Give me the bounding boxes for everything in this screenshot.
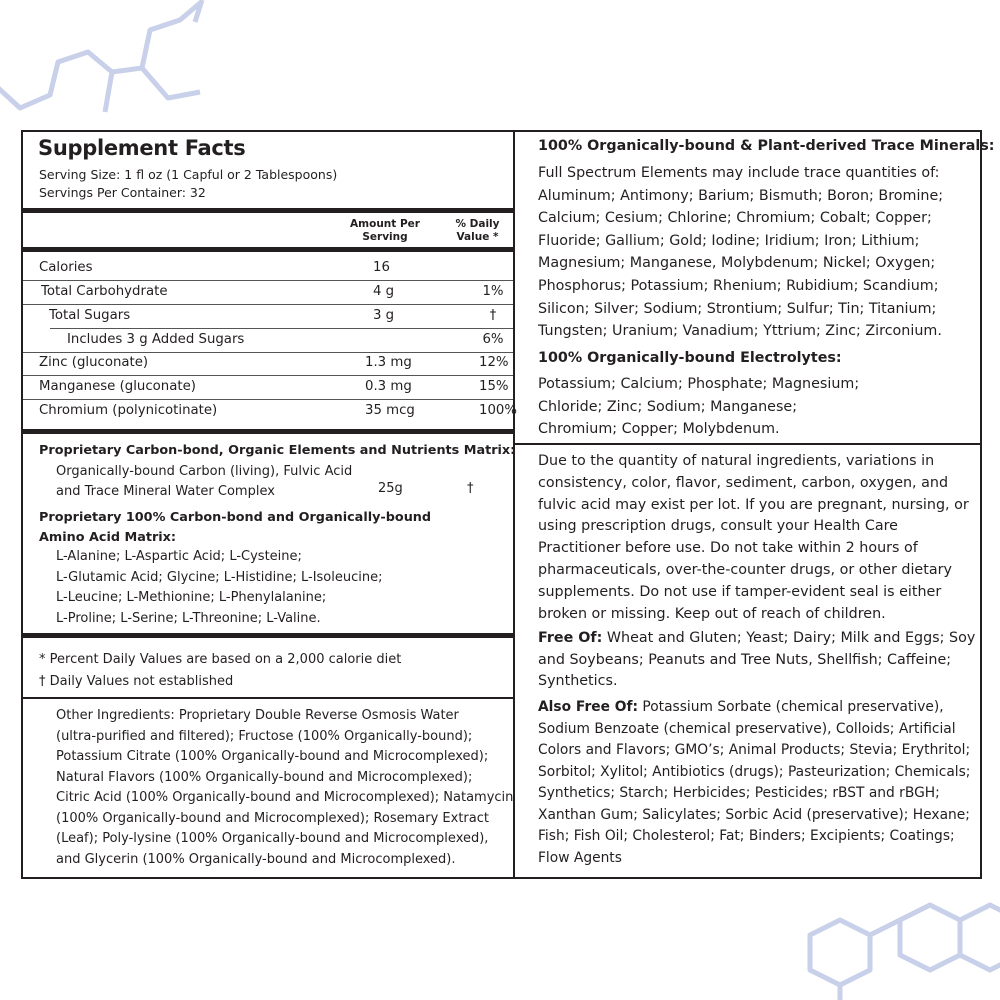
free-of-line: and Soybeans; Peanuts and Tree Nuts, Shellfish; Caffeine; xyxy=(538,651,952,668)
also-free-of-line: Xanthan Gum; Salicylates; Sorbic Acid (preservative); Hexane; xyxy=(538,806,970,823)
nutrient-name: Manganese (gluconate) xyxy=(39,379,196,394)
matrix1-amount: 25g xyxy=(378,481,403,496)
other-ingredients-line: and Glycerin (100% Organically-bound and Microcomplexed). xyxy=(56,851,456,867)
nutrient-name: Total Carbohydrate xyxy=(41,284,168,299)
right-section-divider xyxy=(513,443,980,445)
nutrient-row xyxy=(23,376,513,399)
nutrient-daily-value: 1% xyxy=(482,284,504,299)
nutrient-amount: 3 g xyxy=(373,308,395,323)
other-ingredients-line: Other Ingredients: Proprietary Double Reverse Osmosis Water xyxy=(56,708,459,723)
header-line: Value * xyxy=(456,231,499,243)
nutrient-amount: 4 g xyxy=(373,284,395,299)
warning-line: Practitioner before use. Do not take within 2 hours of xyxy=(538,540,918,557)
warning-line: supplements. Do not use if tamper-evident seal is either xyxy=(538,583,942,600)
also-free-of-line: Flow Agents xyxy=(538,849,622,866)
matrix1-lines xyxy=(56,462,352,501)
matrix2-title-lines xyxy=(39,508,431,547)
matrix1-title: Proprietary Carbon-bond, Organic Elements and Nutrients Matrix: xyxy=(39,443,516,458)
trace-minerals-lines xyxy=(538,162,943,343)
warning-line: using prescription drugs, consult your Health Care xyxy=(538,518,898,535)
nutrient-row xyxy=(23,305,513,328)
matrix1-line: Organically-bound Carbon (living), Fulvic Acid xyxy=(56,464,353,479)
also-free-of-line: Sorbitol; Xylitol; Antibiotics (drugs); Pasteurization; Chemicals; xyxy=(538,763,971,780)
trace-minerals-line: Silicon; Silver; Sodium; Strontium; Sulfur; Tin; Titanium; xyxy=(538,300,937,317)
nutrient-daily-value: 15% xyxy=(479,379,509,394)
other-ingredients-line: (ultra-purified and filtered); Fructose (100% Organically-bound); xyxy=(56,728,473,744)
amino-acid-lines xyxy=(56,547,382,629)
other-ingredients-line: Citric Acid (100% Organically-bound and Microcomplexed); Natamycin xyxy=(56,790,514,805)
trace-minerals-line: Fluoride; Gallium; Gold; Iodine; Iridium; Iron; Lithium; xyxy=(538,232,920,249)
nutrient-name: Chromium (polynicotinate) xyxy=(39,403,218,418)
trace-minerals-line: Calcium; Cesium; Chlorine; Chromium; Cobalt; Copper; xyxy=(538,210,932,227)
supplement-facts-title: Supplement Facts xyxy=(38,136,246,160)
also-free-of-line: Potassium Sorbate (chemical preservative), xyxy=(638,699,944,715)
other-ingredients-line: Potassium Citrate (100% Organically-bound and Microcomplexed); xyxy=(56,749,489,764)
electrolytes-lines xyxy=(538,373,859,441)
amino-acid-line: L-Leucine; L-Methionine; L-Phenylalanine; xyxy=(56,590,327,605)
nutrient-name: Calories xyxy=(39,260,93,275)
nutrient-amount: 16 xyxy=(373,260,390,275)
serving-size: Serving Size: 1 fl oz (1 Capful or 2 Tablespoons) xyxy=(39,167,338,182)
trace-minerals-line: Phosphorus; Potassium; Rhenium; Rubidium; Scandium; xyxy=(538,277,939,294)
trace-minerals-line: Magnesium; Manganese, Molybdenum; Nickel; Oxygen; xyxy=(538,255,936,272)
nutrient-row xyxy=(23,400,518,423)
trace-minerals-line: Aluminum; Antimony; Barium; Bismuth; Boron; Bromine; xyxy=(538,187,944,204)
nutrient-name: Zinc (gluconate) xyxy=(39,355,149,370)
free-of-label: Free Of: xyxy=(538,630,603,646)
also-free-of-label: Also Free Of: xyxy=(538,699,639,715)
amino-acid-line: L-Proline; L-Serine; L-Threonine; L-Valine. xyxy=(56,610,321,626)
warning-line: Due to the quantity of natural ingredients, variations in xyxy=(538,453,935,469)
nutrient-daily-value: † xyxy=(489,308,497,323)
matrix2-title-line: Proprietary 100% Carbon-bond and Organically-bound xyxy=(39,510,432,525)
nutrient-name: Total Sugars xyxy=(49,308,131,323)
electrolytes-line: Chromium; Copper; Molybdenum. xyxy=(538,421,780,438)
nutrient-amount: 1.3 mg xyxy=(365,355,412,370)
nutrient-row xyxy=(23,257,513,280)
nutrient-name: Includes 3 g Added Sugars xyxy=(67,332,245,347)
also-free-of-section xyxy=(538,697,970,869)
electrolytes-line: Potassium; Calcium; Phosphate; Magnesium; xyxy=(538,376,860,392)
trace-minerals-title: 100% Organically-bound & Plant-derived Trace Minerals: xyxy=(538,138,995,154)
header-line: % Daily xyxy=(455,218,500,230)
warning-line: fulvic acid may exist per lot. If you are pregnant, nursing, or xyxy=(538,496,969,513)
nutrient-row xyxy=(23,352,513,375)
trace-minerals-line: Tungsten; Uranium; Vanadium; Yttrium; Zinc; Zirconium. xyxy=(538,323,942,340)
servings-per-container: Servings Per Container: 32 xyxy=(39,185,206,200)
matrix1-dv: † xyxy=(467,481,474,496)
warning-line: consistency, color, flavor, sediment, carbon, oxygen, and xyxy=(538,474,949,491)
warning-lines xyxy=(538,451,969,625)
hexagon-decoration-top-left xyxy=(0,0,240,130)
electrolytes-title: 100% Organically-bound Electrolytes: xyxy=(538,350,842,366)
trace-minerals-line: Full Spectrum Elements may include trace quantities of: xyxy=(538,165,940,181)
thick-divider xyxy=(23,247,513,252)
header-line: Amount Per xyxy=(350,218,420,230)
daily-value-header xyxy=(445,218,510,244)
also-free-of-line: Synthetics; Starch; Herbicides; Pesticides; rBST and rBGH; xyxy=(538,785,940,801)
other-ingredients-line: (100% Organically-bound and Microcomplexed); Rosemary Extract xyxy=(56,810,489,826)
other-ingredients-lines xyxy=(56,706,513,870)
nutrient-daily-value: 100% xyxy=(479,403,518,418)
nutrient-row xyxy=(23,329,513,352)
warning-line: broken or missing. Keep out of reach of children. xyxy=(538,605,886,622)
electrolytes-line: Chloride; Zinc; Sodium; Manganese; xyxy=(538,398,798,415)
footnote: * Percent Daily Values are based on a 2,000 calorie diet xyxy=(39,652,402,667)
nutrient-amount: 0.3 mg xyxy=(365,379,412,394)
matrix1-line: and Trace Mineral Water Complex xyxy=(56,483,275,499)
amino-acid-line: L-Glutamic Acid; Glycine; L-Histidine; L-Isoleucine; xyxy=(56,569,383,585)
header-line: Serving xyxy=(362,231,408,243)
free-of-section xyxy=(538,628,975,693)
nutrient-daily-value: 12% xyxy=(479,355,509,370)
also-free-of-line: Fish; Fish Oil; Cholesterol; Fat; Binders; Excipients; Coatings; xyxy=(538,828,955,844)
thick-divider xyxy=(23,208,513,213)
free-of-line: Wheat and Gluten; Yeast; Dairy; Milk and Eggs; Soy xyxy=(602,630,976,646)
amount-per-serving-header xyxy=(340,218,430,244)
warning-line: pharmaceuticals, over-the-counter drugs, or other dietary xyxy=(538,561,952,578)
nutrient-daily-value: 6% xyxy=(482,332,504,347)
other-ingredients-line: (Leaf); Poly-lysine (100% Organically-bound and Microcomplexed), xyxy=(56,831,489,846)
free-of-line: Synthetics. xyxy=(538,673,618,689)
nutrient-row xyxy=(23,281,513,304)
thick-divider xyxy=(23,633,513,638)
thick-divider xyxy=(23,429,513,434)
amino-acid-line: L-Alanine; L-Aspartic Acid; L-Cysteine; xyxy=(56,549,302,564)
also-free-of-line: Colors and Flavors; GMO’s; Animal Products; Stevia; Erythritol; xyxy=(538,742,971,758)
also-free-of-line: Sodium Benzoate (chemical preservative), Colloids; Artificial xyxy=(538,720,956,737)
hexagon-decoration-bottom-right xyxy=(780,880,1000,1000)
footnote: † Daily Values not established xyxy=(39,674,234,689)
nutrient-amount: 35 mcg xyxy=(365,403,415,418)
footnotes xyxy=(39,649,401,693)
matrix2-title-line: Amino Acid Matrix: xyxy=(39,529,177,545)
other-ingredients-line: Natural Flavors (100% Organically-bound and Microcomplexed); xyxy=(56,769,473,785)
